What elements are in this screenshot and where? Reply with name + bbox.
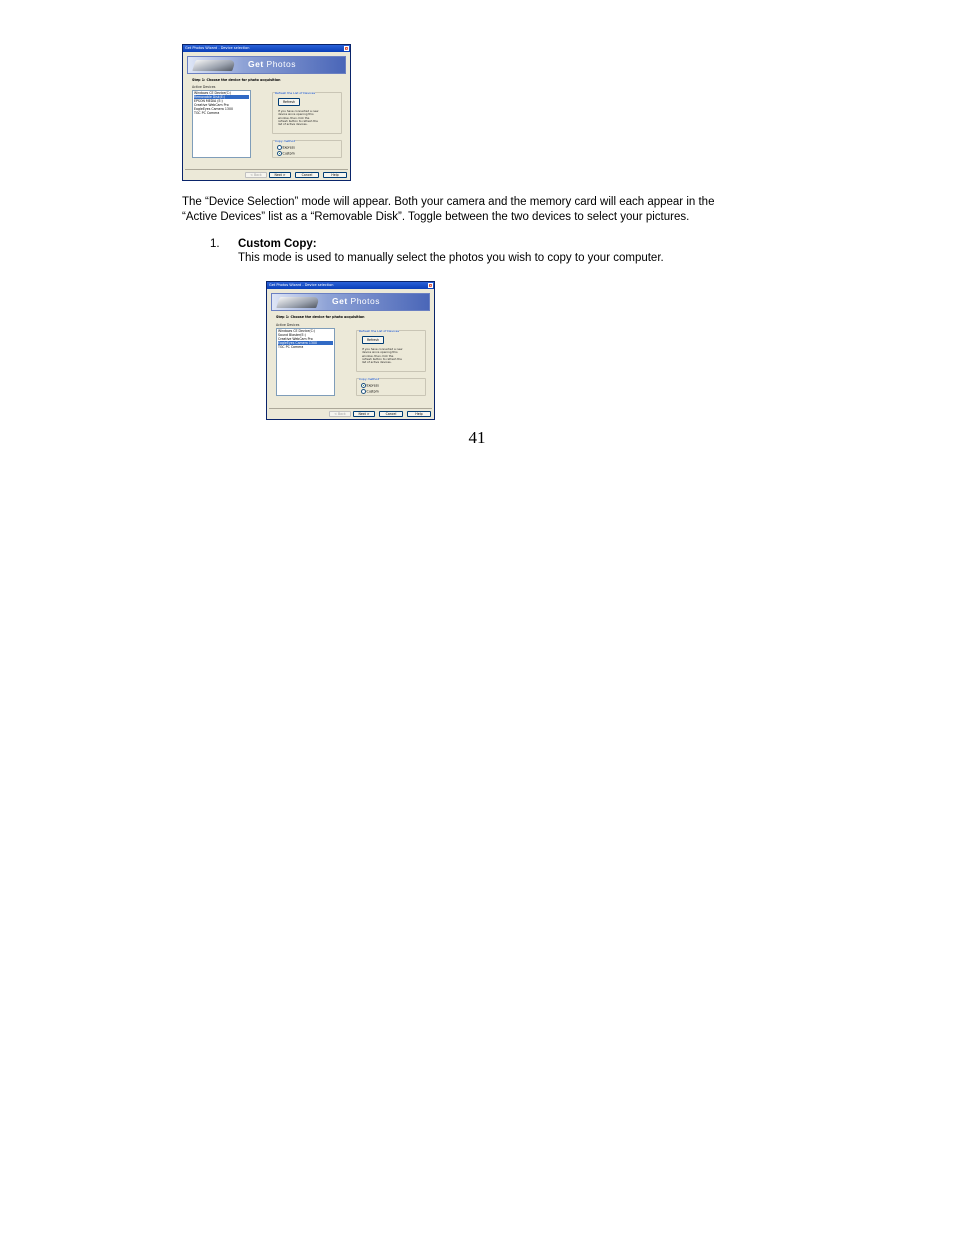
list-item-selected[interactable]: Removable Disk(E:) (194, 95, 249, 99)
list-item[interactable]: Creative WebCam Pro (278, 337, 313, 341)
next-button[interactable]: Next > (269, 172, 291, 178)
radio-icon (277, 151, 282, 156)
list-item[interactable]: TGC PC Camera (194, 111, 220, 115)
dialog-title: Get Photos Wizard - Device selection (183, 45, 350, 52)
custom-copy-heading: Custom Copy: (238, 238, 317, 250)
banner (187, 56, 346, 74)
active-devices-label: Active Devices (192, 85, 216, 89)
copy-method-title: Copy method (359, 377, 380, 381)
list-item[interactable]: EPSON MEDIA (E:) (194, 99, 223, 103)
scanner-icon (276, 297, 320, 308)
get-photos-dialog-2 (266, 281, 435, 420)
footer-divider (269, 408, 432, 409)
close-icon[interactable]: × (345, 46, 349, 51)
radio-icon (277, 145, 282, 150)
back-button[interactable]: < Back (245, 172, 267, 178)
dialog-title: Get Photos Wizard - Device selection (267, 282, 434, 289)
back-button[interactable]: < Back (329, 411, 351, 417)
banner-title: Get Photos (332, 296, 380, 306)
custom-copy-description: This mode is used to manually select the photos you wish to copy to your computer. (238, 252, 664, 264)
refresh-button[interactable]: Refresh (278, 98, 300, 106)
list-item[interactable]: Windows CE Device(C:) (194, 91, 232, 95)
list-item[interactable]: Creative WebCam Pro (194, 103, 229, 107)
radio-custom[interactable]: Custom (361, 389, 379, 394)
list-item[interactable]: Windows CE Device(C:) (278, 329, 316, 333)
banner-title: Get Photos (248, 59, 296, 69)
refresh-hint: If you have connected a new device since opening this window, then click the refresh button to refresh the list of active devices. (278, 109, 319, 127)
list-item[interactable]: Sound Blaster(E:) (278, 333, 306, 337)
cancel-button[interactable]: Cancel (295, 172, 319, 178)
refresh-group (272, 92, 342, 134)
active-devices-list[interactable] (192, 90, 251, 158)
step-heading: Step 1: Choose the device for photo acquisition (192, 78, 281, 82)
banner (271, 293, 430, 311)
list-item[interactable]: EagleEyes Camera 1300 (194, 107, 234, 111)
radio-express[interactable]: Express (361, 383, 379, 388)
active-devices-label: Active Devices (276, 323, 300, 327)
cancel-button[interactable]: Cancel (379, 411, 403, 417)
help-button[interactable]: Help (323, 172, 347, 178)
list-number: 1. (210, 238, 220, 250)
radio-custom[interactable]: Custom (277, 151, 295, 156)
refresh-group-title: Refresh the List of Devices (275, 91, 316, 95)
get-photos-dialog-1 (182, 44, 351, 181)
list-item[interactable]: TGC PC Camera (278, 345, 304, 349)
description-paragraph: The “Device Selection” mode will appear. Both your camera and the memory card will each appear in the “Active Devices” list as a “Removable Disk”. Toggle between the two devices to select your pictures. (182, 196, 715, 223)
scanner-icon (192, 60, 236, 71)
radio-express[interactable]: Express (277, 145, 295, 150)
refresh-button[interactable]: Refresh (362, 336, 384, 344)
help-button[interactable]: Help (407, 411, 431, 417)
footer-divider (185, 169, 348, 170)
radio-icon (361, 383, 366, 388)
next-button[interactable]: Next > (353, 411, 375, 417)
list-item-selected[interactable]: EagleEyes Camera 1300 (278, 341, 333, 345)
refresh-group (356, 330, 426, 372)
copy-method-title: Copy method (275, 139, 296, 143)
refresh-group-title: Refresh the List of Devices (359, 329, 400, 333)
active-devices-list[interactable] (276, 328, 335, 396)
step-heading: Step 1: Choose the device for photo acquisition (276, 315, 365, 319)
copy-method-group (356, 378, 426, 396)
page-number: 41 (468, 428, 486, 447)
radio-icon (361, 389, 366, 394)
close-icon[interactable]: × (429, 283, 433, 288)
refresh-hint: If you have connected a new device since opening this window, then click the refresh button to refresh the list of active devices. (362, 347, 403, 365)
copy-method-group (272, 140, 342, 158)
